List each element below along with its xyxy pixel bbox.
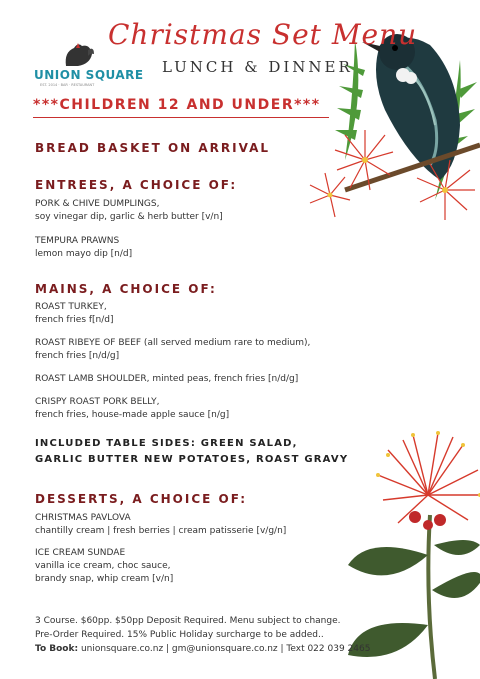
main-name: CRISPY ROAST PORK BELLY, xyxy=(35,397,160,407)
desserts-heading: DESSERTS, A CHOICE OF: xyxy=(35,492,248,506)
rooster-logo-icon xyxy=(62,42,96,68)
entree-name: PORK & CHIVE DUMPLINGS, xyxy=(35,199,160,209)
table-sides xyxy=(35,436,348,468)
bread-heading: BREAD BASKET ON ARRIVAL xyxy=(35,141,271,155)
entree-desc: soy vinegar dip, garlic & herb butter [v/n] xyxy=(35,212,223,222)
audience-underline xyxy=(33,117,329,118)
booking-contacts[interactable]: unionsquare.co.nz | gm@unionsquare.co.nz | Text 022 039 2465 xyxy=(80,644,371,654)
main-name: ROAST LAMB SHOULDER, minted peas, french fries [n/d/g] xyxy=(35,374,299,384)
dessert-name: CHRISTMAS PAVLOVA xyxy=(35,513,131,523)
main-desc: french fries f[n/d] xyxy=(35,315,114,325)
dessert-desc: chantilly cream | fresh berries | cream patisserie [v/g/n] xyxy=(35,526,287,536)
audience-heading: ***CHILDREN 12 AND UNDER*** xyxy=(33,97,321,113)
dessert-desc: vanilla ice cream, choc sauce, xyxy=(35,561,171,571)
entree-item xyxy=(35,235,132,261)
footer-pricing: 3 Course. $60pp. $50pp Deposit Required. Menu subject to change. xyxy=(35,616,341,626)
main-item xyxy=(35,396,229,422)
entree-name: TEMPURA PRAWNS xyxy=(35,236,120,246)
booking-label: To Book: xyxy=(35,644,79,654)
pohutukawa-illustration xyxy=(340,425,480,679)
menu-subtitle: LUNCH & DINNER xyxy=(162,58,353,76)
main-desc: french fries, house-made apple sauce [n/g] xyxy=(35,410,230,420)
sides-line-2: GARLIC BUTTER NEW POTATOES, ROAST GRAVY xyxy=(35,454,349,465)
main-item xyxy=(35,337,310,363)
entrees-heading: ENTREES, A CHOICE OF: xyxy=(35,178,238,192)
dessert-desc-2: brandy snap, whip cream [v/n] xyxy=(35,574,174,584)
main-item xyxy=(35,301,114,327)
main-name: ROAST RIBEYE OF BEEF (all served medium rare to medium), xyxy=(35,338,311,348)
footer-booking xyxy=(35,644,370,654)
main-name: ROAST TURKEY, xyxy=(35,302,107,312)
footer-conditions: Pre-Order Required. 15% Public Holiday surcharge to be added.. xyxy=(35,630,324,640)
dessert-name: ICE CREAM SUNDAE xyxy=(35,548,126,558)
logo-wordmark: UNION SQUARE xyxy=(34,68,144,82)
logo-tagline: EST. 2014 · BAR · RESTAURANT xyxy=(40,83,95,87)
dessert-item xyxy=(35,512,286,538)
dessert-item xyxy=(35,547,173,586)
sides-line-1: INCLUDED TABLE SIDES: GREEN SALAD, xyxy=(35,438,298,449)
entree-desc: lemon mayo dip [n/d] xyxy=(35,249,133,259)
entree-item xyxy=(35,198,223,224)
mains-heading: MAINS, A CHOICE OF: xyxy=(35,282,217,296)
main-item xyxy=(35,373,298,386)
main-desc: french fries [n/d/g] xyxy=(35,351,120,361)
menu-title: Christmas Set Menu xyxy=(108,18,418,51)
